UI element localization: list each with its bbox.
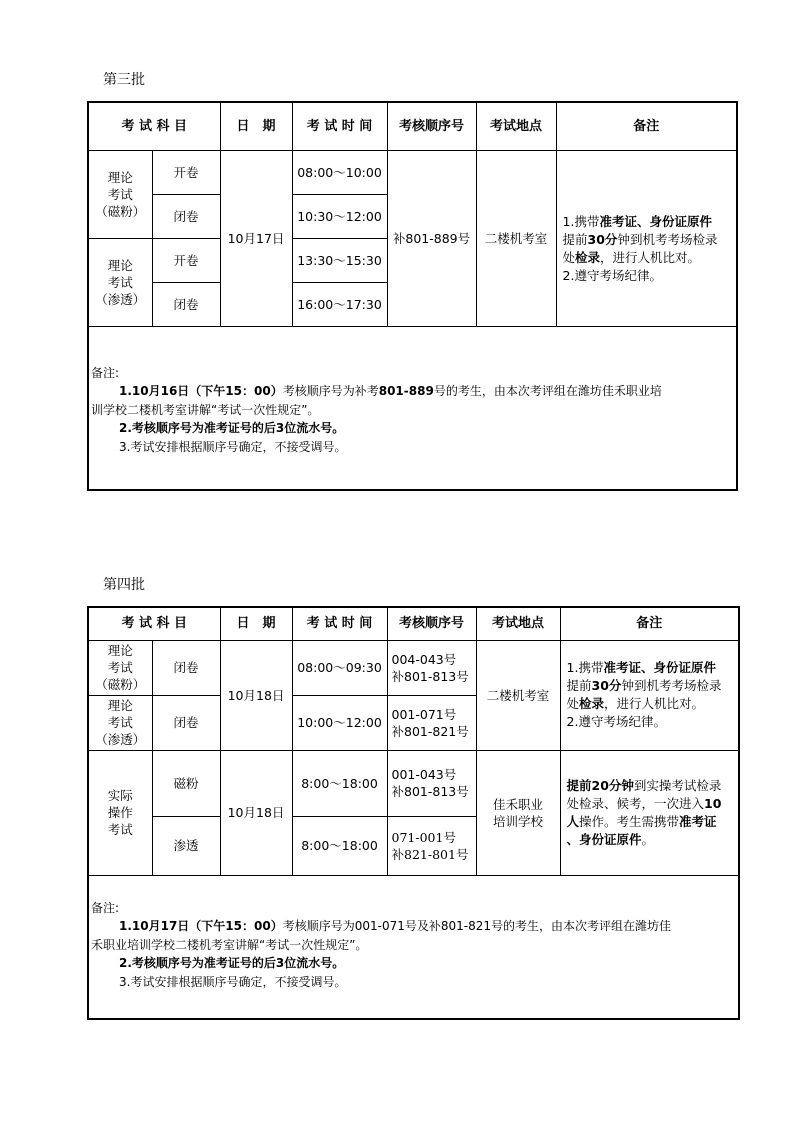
subject-cell: [88, 695, 152, 750]
header-subject: 考 试 科 目: [88, 102, 220, 150]
subject-line: 理论: [107, 169, 133, 185]
note-text: 3.考试安排根据顺序号确定，不接受调号。: [119, 974, 347, 989]
remark-bold: 人: [566, 813, 580, 829]
subject-line: （磁粉）: [95, 203, 146, 219]
remark-text: 钟到机考考场检录: [617, 232, 718, 247]
remark-bold: 准考证、身份证原件: [603, 660, 716, 675]
header-date: 日 期: [220, 102, 292, 150]
seq-line: 补801-813号: [391, 784, 469, 799]
exam-type: 闭卷: [152, 282, 220, 326]
seq-line: 001-043号: [391, 767, 457, 782]
notes-block: [91, 899, 671, 992]
header-seq: 考核顺序号: [387, 607, 476, 640]
exam-type: 渗透: [152, 816, 220, 875]
exam-time: 13:30～15:30: [292, 238, 387, 282]
note-text: 考核顺序号为补考: [282, 384, 379, 398]
exam-time: 10:00～12:00: [292, 695, 387, 750]
exam-type: 闭卷: [152, 640, 220, 695]
seq-line: 001-071号: [391, 706, 457, 722]
exam-date: 10月18日: [220, 750, 292, 875]
exam-time: 10:30～12:00: [292, 194, 387, 238]
exam-type: 开卷: [152, 238, 220, 282]
remark-text: 提前: [562, 232, 588, 247]
remark-text: 到实操考试检录: [633, 777, 722, 793]
subject-line: 理论: [107, 643, 133, 658]
remark-bold: 30分: [587, 232, 618, 247]
subject-line: （渗透）: [95, 732, 146, 747]
subject-cell: [88, 640, 152, 695]
exam-time: 08:00～09:30: [292, 640, 387, 695]
seq-line: 补801-821号: [391, 723, 469, 739]
header-subject: 考 试 科 目: [88, 607, 220, 640]
remark-text: 处: [562, 250, 576, 265]
remark-cell: [560, 640, 739, 750]
note-bold: 2.考核顺序号为准考证号的后3位流水号。: [119, 421, 345, 435]
remark-text: 2.遵守考场纪律。: [566, 714, 666, 729]
remark-text: 钟到机考考场检录: [621, 678, 722, 693]
exam-type: 闭卷: [152, 194, 220, 238]
remark-text: 处检录、候考，一次进入: [566, 795, 705, 811]
batch4-table: [87, 606, 740, 1020]
notes-label: 备注:: [91, 900, 120, 915]
notes-cell: [88, 875, 739, 1019]
location-line: 佳禾职业: [493, 796, 544, 812]
remark-text: 1.携带: [566, 660, 604, 675]
remark-text: ，进行人机比对。: [604, 696, 705, 711]
remark-text: 1.携带: [562, 214, 600, 229]
exam-location: 二楼机考室: [476, 640, 560, 750]
seq-line: 补801-813号: [391, 668, 469, 684]
exam-seq: [387, 640, 476, 695]
note-bold: 1.10月17日（下午15：00）: [119, 919, 283, 933]
batch3-table: [87, 101, 738, 491]
remark-bold: 、身份证原件: [566, 831, 642, 847]
remark-cell: [560, 750, 739, 875]
remark-text: ，进行人机比对。: [600, 250, 701, 265]
note-text: 训学校二楼机考室讲解“考试一次性规定”。: [91, 402, 320, 417]
note-bold: 801-889: [378, 384, 434, 398]
header-seq: 考核顺序号: [387, 102, 476, 150]
remark-bold: 30分: [591, 678, 622, 693]
remark-bold: 检录: [579, 696, 605, 711]
exam-location: [476, 750, 560, 875]
subject-line: 操作: [107, 805, 133, 820]
remark-bold: 提前20分钟: [566, 777, 634, 793]
subject-cell: [88, 750, 152, 875]
remark-text: 操作。考生需携带: [579, 813, 680, 829]
note-text: 禾职业培训学校二楼机考室讲解“考试一次性规定”。: [91, 937, 368, 952]
notes-label: 备注:: [91, 365, 120, 380]
subject-cell: [88, 150, 152, 238]
exam-time: 8:00～18:00: [292, 816, 387, 875]
exam-type: 闭卷: [152, 695, 220, 750]
subject-line: （渗透）: [95, 291, 146, 307]
exam-seq: 补801-889号: [387, 150, 476, 326]
exam-seq: [387, 695, 476, 750]
subject-line: 理论: [107, 698, 133, 713]
batch3-title: 第三批: [103, 72, 145, 88]
seq-line: 补821-801号: [391, 846, 469, 862]
seq-line: 071-001号: [391, 829, 456, 845]
remark-bold: 检录: [575, 250, 601, 265]
remark-text: 提前: [566, 678, 592, 693]
location-line: 培训学校: [493, 813, 544, 829]
notes-cell: [88, 326, 737, 490]
exam-time: 8:00～18:00: [292, 750, 387, 816]
subject-line: 考试: [107, 186, 133, 202]
header-remark: 备注: [556, 102, 737, 150]
seq-line: 004-043号: [391, 651, 457, 667]
subject-line: 实际: [107, 788, 133, 803]
subject-line: 考试: [107, 660, 133, 675]
header-time: 考 试 时 间: [292, 102, 387, 150]
exam-time: 16:00～17:30: [292, 282, 387, 326]
header-remark: 备注: [560, 607, 739, 640]
exam-seq: [387, 750, 476, 816]
header-time: 考 试 时 间: [292, 607, 387, 640]
notes-block: [91, 364, 662, 457]
remark-bold: 10: [704, 795, 722, 811]
header-location: 考试地点: [476, 607, 560, 640]
remark-bold: 准考证: [679, 813, 717, 829]
header-location: 考试地点: [476, 102, 556, 150]
remark-cell: [556, 150, 737, 326]
note-text: 号的考生，由本次考评组在潍坊佳禾职业培: [433, 384, 662, 398]
exam-seq: [387, 816, 476, 875]
note-text: 考核顺序号为001-071号及补801-821号的考生，由本次考评组在潍坊佳: [282, 919, 671, 933]
note-bold: 1.10月16日（下午15：00）: [119, 384, 283, 398]
header-date: 日 期: [220, 607, 292, 640]
exam-type: 磁粉: [152, 750, 220, 816]
remark-text: 2.遵守考场纪律。: [562, 268, 662, 283]
exam-date: 10月18日: [220, 640, 292, 750]
exam-time: 08:00～10:00: [292, 150, 387, 194]
subject-line: 考试: [107, 715, 133, 730]
subject-line: 考试: [107, 274, 133, 290]
exam-location: 二楼机考室: [476, 150, 556, 326]
remark-text: 处: [566, 696, 580, 711]
exam-date: 10月17日: [220, 150, 292, 326]
batch4-title: 第四批: [103, 577, 145, 593]
note-text: 3.考试安排根据顺序号确定，不接受调号。: [119, 439, 347, 454]
remark-bold: 准考证、身份证原件: [599, 214, 712, 229]
exam-type: 开卷: [152, 150, 220, 194]
subject-line: 考试: [107, 822, 133, 837]
remark-text: 。: [641, 831, 655, 847]
subject-line: 理论: [107, 257, 133, 273]
note-bold: 2.考核顺序号为准考证号的后3位流水号。: [119, 956, 345, 970]
subject-cell: [88, 238, 152, 326]
subject-line: （磁粉）: [95, 677, 146, 692]
